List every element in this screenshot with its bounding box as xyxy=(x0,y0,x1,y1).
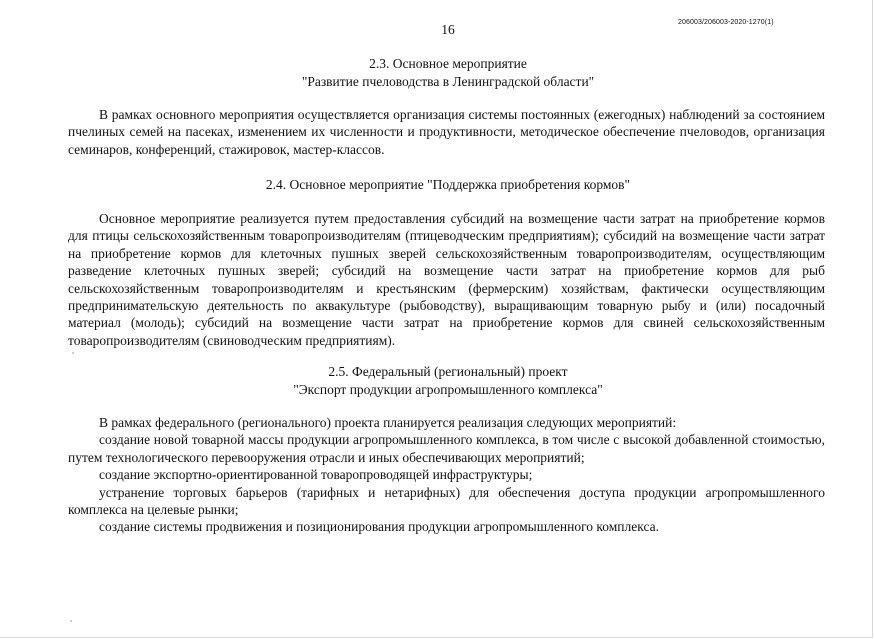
section-2-5-body xyxy=(68,414,825,536)
section-2-3-paragraph: В рамках основного мероприятия осуществляется организация системы постоянных (ежегодных) наблюдений за состоянием пчелиных семей на пасеках, изменением их численности и продуктивности, методическое обеспечение пчеловодов, организация семинаров, конференций, стажировок, мастер-классов. xyxy=(68,107,825,157)
section-2-3-subtitle: "Развитие пчеловодства в Ленинградской области" xyxy=(301,73,595,89)
section-2-5-subtitle: "Экспорт продукции агропромышленного комплекса" xyxy=(293,381,603,397)
list-item: создание новой товарной массы продукции агропромышленного комплекса, в том числе с высокой добавленной стоимостью, путем технологического перевооружения отрасли и иных обеспечивающих мероприятий; xyxy=(68,432,825,465)
page-number: 16 xyxy=(441,22,455,37)
section-2-5-intro: В рамках федерального (регионального) проекта планируется реализация следующих мероприятий: xyxy=(99,415,677,430)
section-2-4-title: 2.4. Основное мероприятие "Поддержка приобретения кормов" xyxy=(265,177,631,192)
section-2-4-heading xyxy=(0,176,874,194)
section-2-3-body xyxy=(68,106,825,158)
section-2-3-title: 2.3. Основное мероприятие xyxy=(369,56,527,71)
section-2-4-paragraph: Основное мероприятие реализуется путем предоставления субсидий на возмещение части затрат на приобретение кормов для птицы сельскохозяйственным товаропроизводителям (птицеводческим предприятиям); субсидий на возмещение части затрат на приобретение кормов для клеточных пушных зверей сельскохозяйственным товаропроизводителям, осуществляющим разведение клеточных пушных зверей; субсидий на возмещение части затрат на приобретение кормов для рыб сельскохозяйственным товаропроизводителям и крестьянским (фермерским) хозяйствам, фактически осуществляющим предпринимательскую деятельность по аквакультуре (рыбоводству), выращивающим товарную рыбу и (или) посадочный материал (молодь); субсидий на возмещение части затрат на приобретение кормов для свиней сельскохозяйственным товаропроизводителям (свиноводческим предприятиям). xyxy=(68,211,825,348)
section-2-4-body xyxy=(68,210,825,349)
section-2-5-title: 2.5. Федеральный (региональный) проект xyxy=(328,364,568,379)
section-2-5-heading xyxy=(0,363,874,398)
list-item: устранение торговых барьеров (тарифных и нетарифных) для обеспечения доступа продукции агропромышленного комплекса на целевые рынки; xyxy=(68,484,825,518)
document-id: 206003/206003-2020-1270(1) xyxy=(678,19,774,26)
scan-speck xyxy=(70,620,72,622)
section-2-3-heading xyxy=(0,55,874,90)
scan-speck xyxy=(72,352,74,354)
list-item: создание системы продвижения и позиционирования продукции агропромышленного комплекса. xyxy=(99,519,660,535)
list-item: создание экспортно-ориентированной товаропроводящей инфраструктуры; xyxy=(99,467,533,483)
